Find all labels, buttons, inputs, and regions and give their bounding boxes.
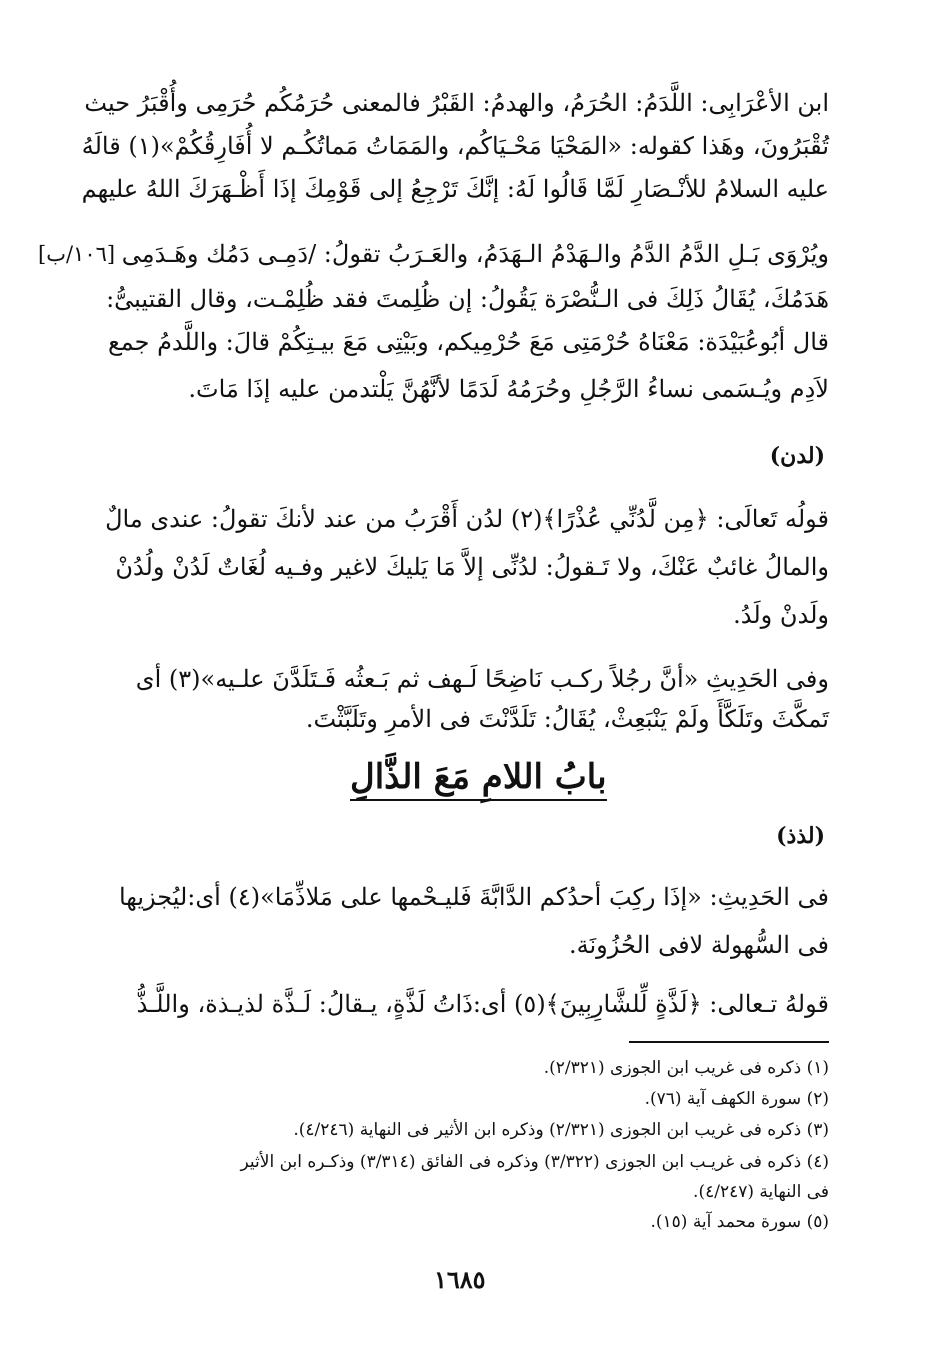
folio-reference: [١٠٦/ب] xyxy=(38,242,116,266)
footnote-3: (٣) ذكره فى غريب ابن الجوزى (٢/٣٢١) وذكره ابن الأثير فى النهاية (٤/٢٤٦). xyxy=(293,1120,829,1140)
ladh-line-3: قولهُ تـعالى: ﴿لَذَّةٍ لِّلشَّارِبِينَ﴾(٥) أى:ذَاتُ لَذَّةٍ، يـقالُ: لَـذَّة لذيـذة، واللَّـذُّ xyxy=(136,990,829,1018)
footnote-divider xyxy=(629,1041,829,1043)
footnote-4: (٤) ذكره فى غريـب ابن الجوزى (٣/٣٢٢) وذكره فى الفائق (٣/٣١٤) وذكـره ابن الأثير xyxy=(240,1152,829,1172)
footnote-5: (٥) سورة محمد آية (١٥). xyxy=(650,1212,829,1232)
ladun-line-1: قولُه تَعالَى: ﴿مِن لَّدُنِّي عُذْرًا﴾(٢) لدُن أَقْرَبُ من عند لأنكَ تقولُ: عندى مالٌ xyxy=(105,505,829,533)
body-line-1: ابن الأعْرَابِى: اللَّدَمُ: الحُرَمُ، والهدمُ: القَبْرُ فالمعنى حُرَمُكُم حُرَمِى وأُقْبَرُ حيث xyxy=(84,89,829,117)
body-line-4: ويُرْوَى بَـلِ الدَّمُ الدَّمُ والـهَدْمُ الـهَدَمُ، والعَـرَبُ تقولُ: /دَمِـى دَمُك وهَـدَمِى xyxy=(121,240,829,268)
footnote-4-continued: فى النهاية (٤/٢٤٧). xyxy=(693,1182,829,1202)
body-line-3: عليه السلامُ للأنْـصَارِ لَمَّا قَالُوا لَهُ: إنَّكَ تَرْجِعُ إلى قَوْمِكَ إذَا أَظْـهَرَكَ اللهُ عليهم xyxy=(81,175,829,203)
body-line-5: هَدَمُكَ، يُقَالُ ذَلِكَ فى الـنُّصْرَة يَقُولُ: إن ظُلِمتَ فقد ظُلِمْـت، وقال القتيبىُّ: xyxy=(106,285,829,313)
body-line-6: قال أبُوعُبَيْدَة: مَعْنَاهُ حُرْمَتِى مَعَ حُرْمِيكم، وبَيْتِى مَعَ بيـتِكُمْ قالَ: واللَّدمُ جمع xyxy=(107,328,829,356)
body-line-7: لاَدِم ويُـسَمى نساءُ الرَّجُلِ وحُرَمُهُ لَدَمًا لأنَّهُنَّ يَلْتدمن عليه إذَا مَاتَ. xyxy=(188,375,829,403)
page-number: ١٦٨٥ xyxy=(434,1265,486,1294)
footnote-1: (١) ذكره فى غريب ابن الجوزى (٢/٣٢١). xyxy=(543,1058,829,1078)
hadith-line-1: وفى الحَدِيثِ «أنَّ رجُلاً ركـب نَاضِحًا لَـهف ثم بَـعثُه فَـتَلَدَّنَ علـيه»(٣) أى xyxy=(135,665,829,693)
ladun-line-2: والمالُ غائبٌ عَنْكَ، ولا تَـقولُ: لدُنِّى إلاَّ مَا يَليكَ لاغير وفـيه لُغَاتٌ لَدُنْ ولُدُنْ xyxy=(115,553,829,581)
ladun-line-3: ولَدنْ ولَدُ. xyxy=(733,601,829,629)
footnote-2: (٢) سورة الكهف آية (٧٦). xyxy=(644,1089,829,1109)
section-heading-ladh: (لذذ) xyxy=(776,823,825,849)
body-line-2: تُقْبَرُونَ، وهَذا كقوله: «المَحْيَا مَحْـيَاكُم، والمَمَاتُ مَماتُكُـم لا أُفَارِقُكُمْ»(١) قالَهُ xyxy=(81,132,829,160)
section-heading-ladun: (لدن) xyxy=(769,443,825,469)
ladh-line-1: فى الحَدِيثِ: «إذَا ركِبَ أحدُكم الدَّابَّةَ فَليـحْمها على مَلاذِّمَا»(٤) أى:ليُجزيها xyxy=(118,883,829,911)
chapter-title: بابُ اللامِ مَعَ الذَّالِ xyxy=(350,757,607,801)
ladh-line-2: فى السُّهولة لافى الحُزُونَة. xyxy=(568,931,829,959)
hadith-line-2: تَمكَّثَ وتَلَكَّأَ ولَمْ يَنْبَعِثْ، يُقَالُ: تَلَدَّنْتَ فى الأمرِ وتَلَبَّثْتَ. xyxy=(305,705,829,733)
